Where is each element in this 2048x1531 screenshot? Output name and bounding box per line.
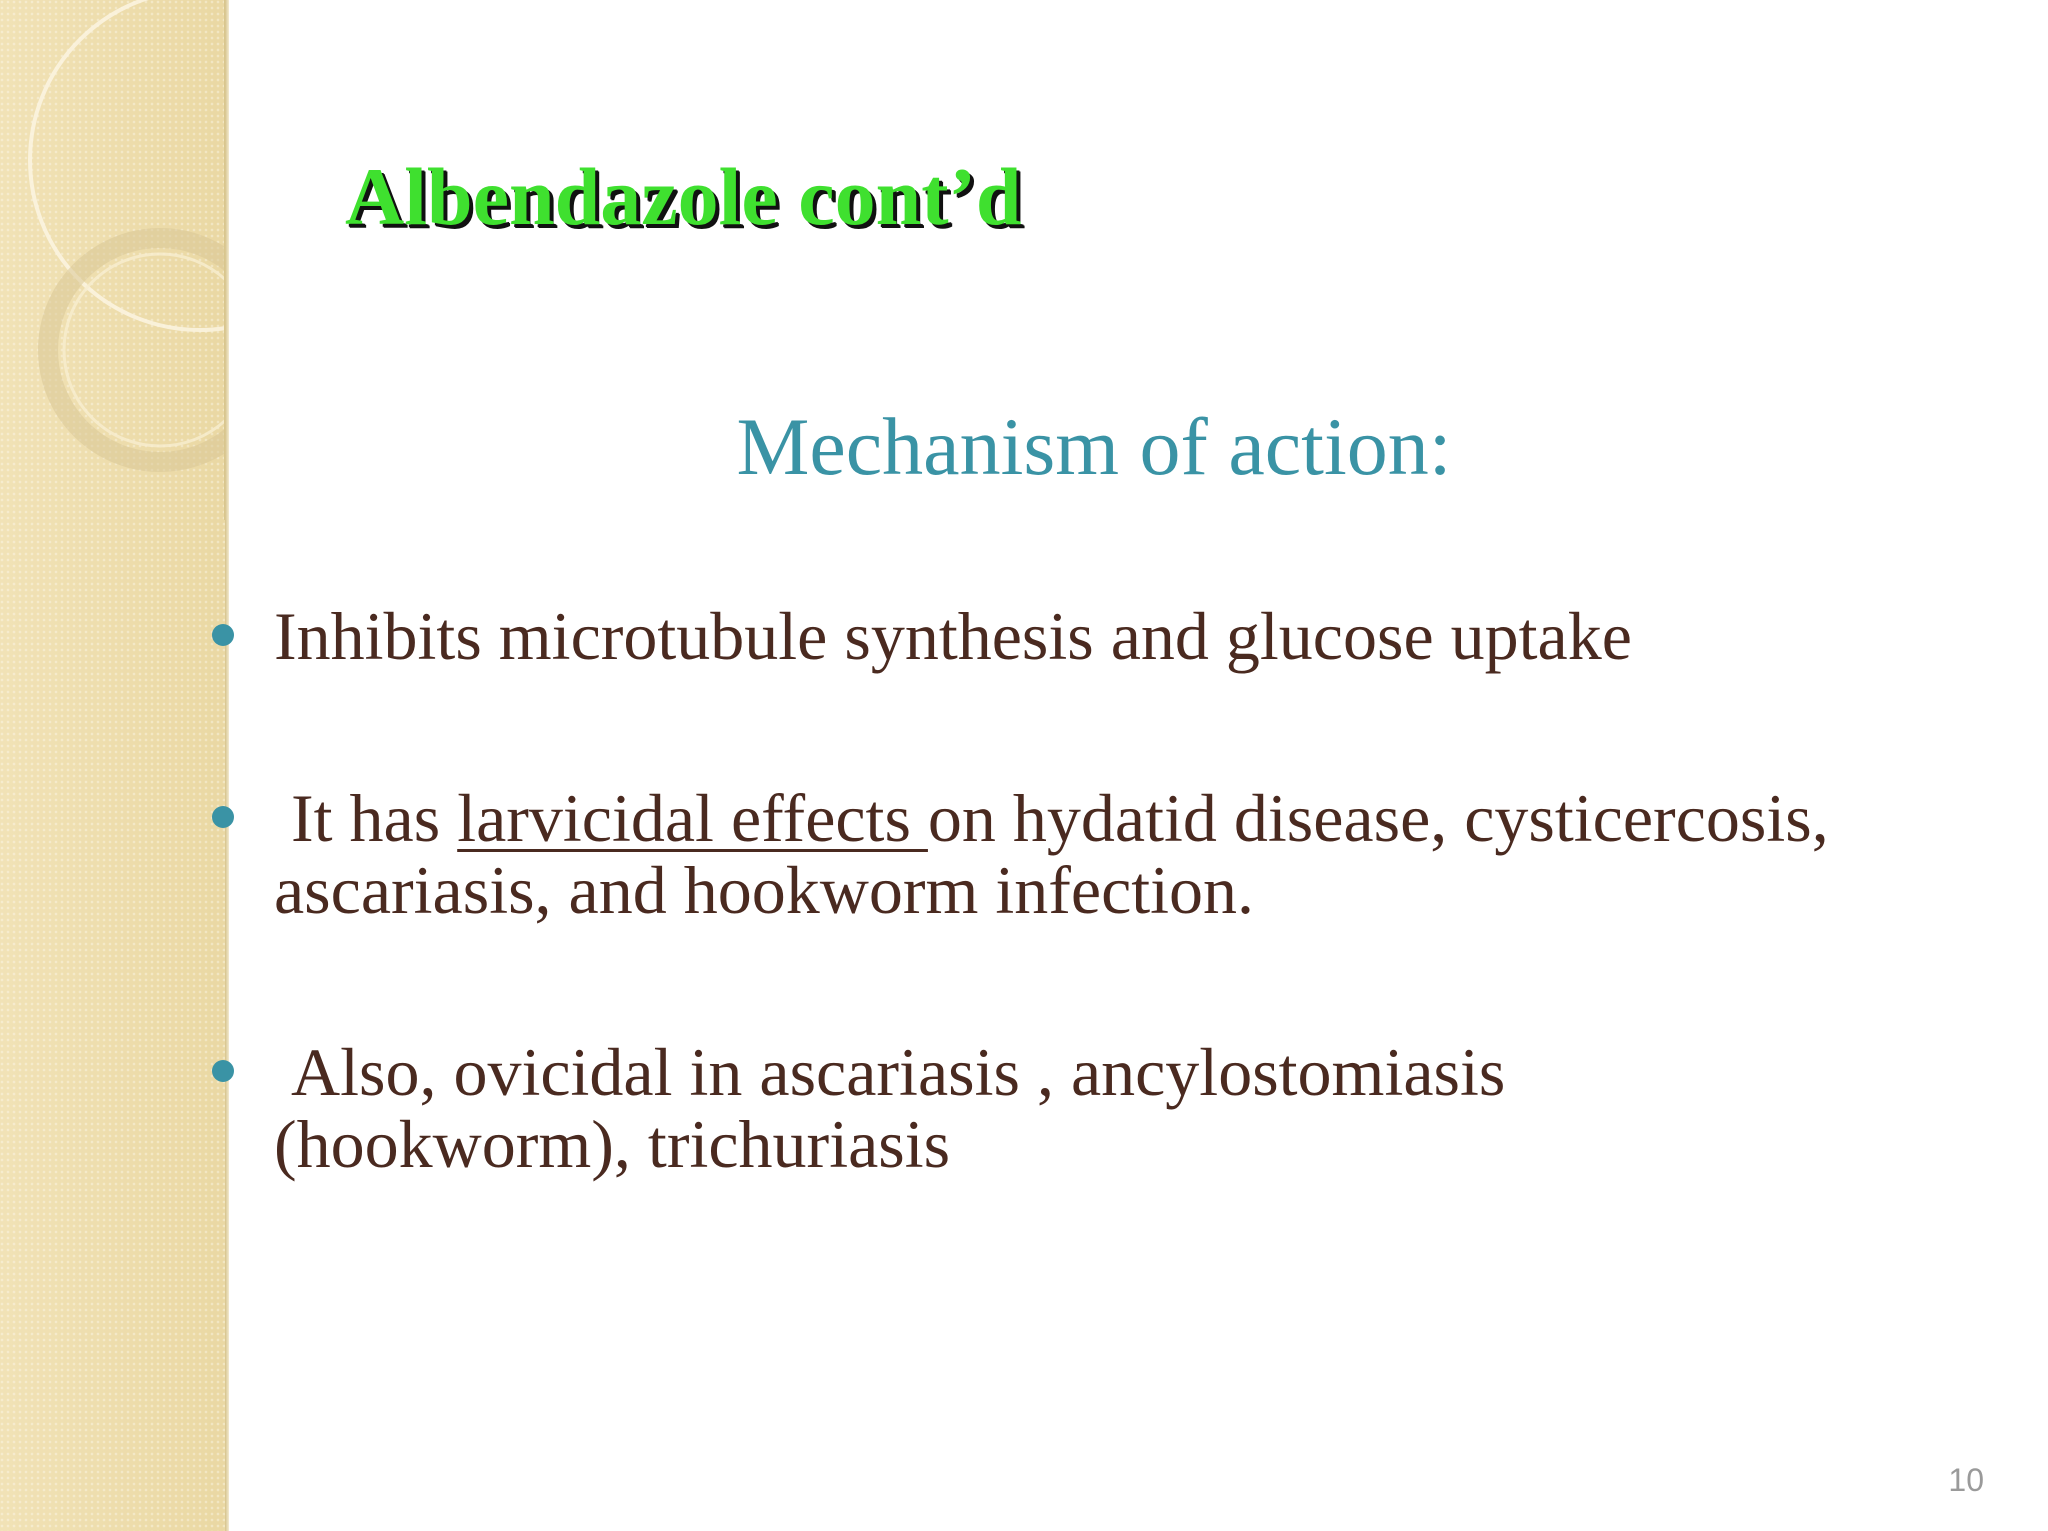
bullet-dot-icon	[212, 806, 234, 828]
bullet-item	[210, 600, 2020, 672]
underlined-term: larvicidal effects	[457, 780, 928, 856]
bullet-list	[210, 600, 2020, 1180]
bullet-dot-icon	[212, 1060, 234, 1082]
page-number: 10	[1948, 1462, 1984, 1498]
bullet-item	[210, 1036, 1854, 1180]
slide-title: Albendazole cont’d	[345, 151, 1022, 242]
slide-subtitle: Mechanism of action:	[736, 401, 1452, 492]
bullet-text-prefix: It has	[274, 780, 458, 856]
bullet-item	[210, 782, 2020, 926]
bullet-dot-icon	[212, 624, 234, 646]
bullet-text: Inhibits microtubule synthesis and glucose uptake	[274, 598, 1632, 674]
bullet-text: Also, ovicidal in ascariasis , ancylostomiasis (hookworm), trichuriasis	[274, 1034, 1523, 1182]
decorative-sidebar	[0, 0, 225, 1531]
bullet-text-suffix: on hydatid disease, cysticercosis, ascariasis, and hookworm infection.	[274, 780, 1829, 928]
